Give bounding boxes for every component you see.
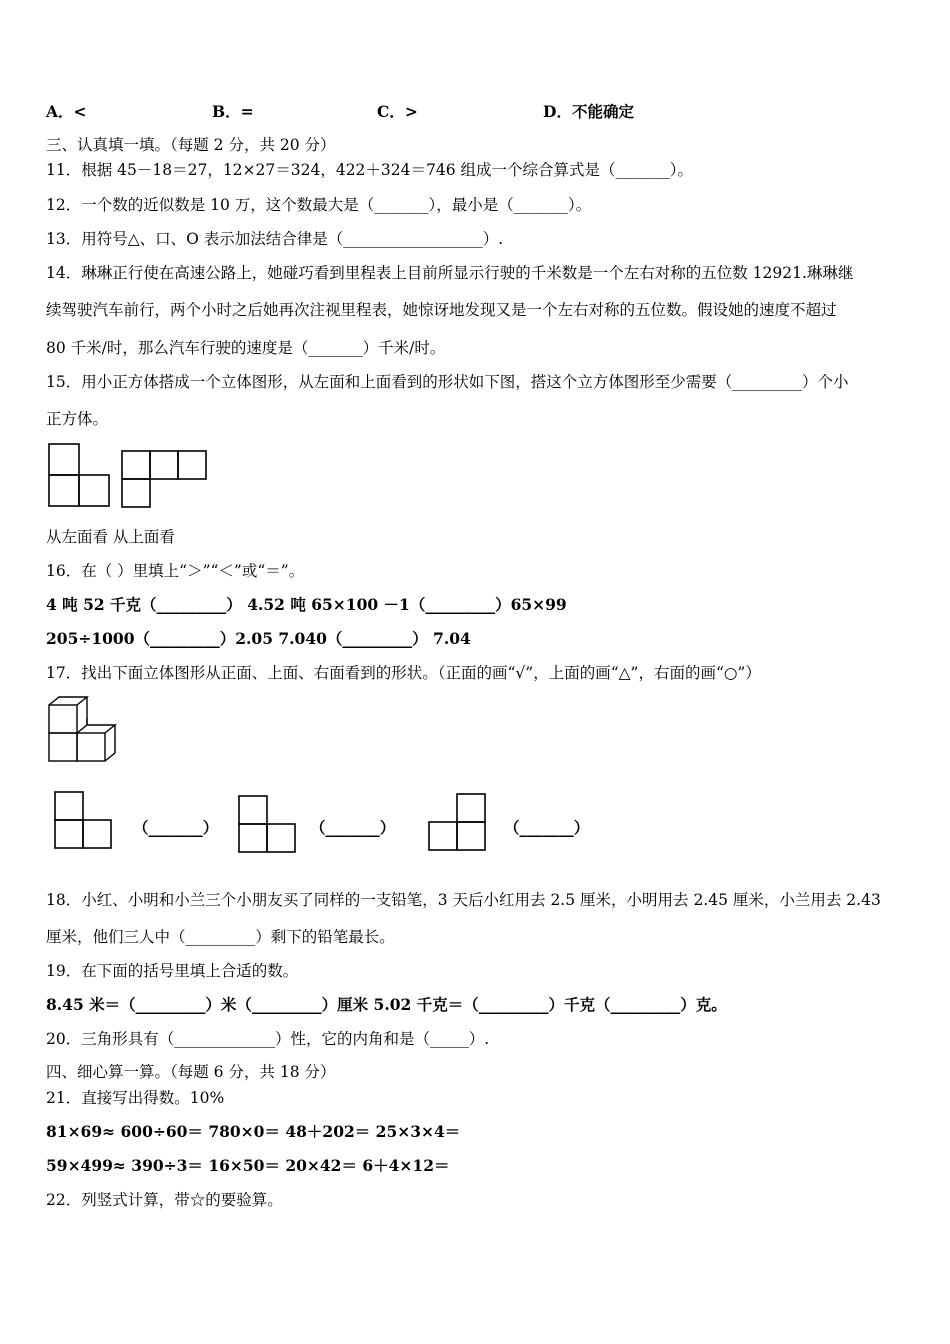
question-18-line-2: 厘米，他们三人中（_________）剩下的铅笔最长。 bbox=[46, 928, 395, 946]
question-16-row-1: 4 吨 52 千克（_________） 4.52 吨 65×100 －1（_________）65×99 bbox=[46, 595, 567, 614]
question-15-line-2: 正方体。 bbox=[46, 410, 109, 428]
answer-blank-3: （_______） bbox=[504, 818, 590, 837]
question-16: 16．在（ ）里填上“＞”“＜”或“＝”。 bbox=[46, 562, 305, 580]
option-b: B．= bbox=[212, 102, 254, 121]
question-19: 19．在下面的括号里填上合适的数。 bbox=[46, 962, 299, 980]
question-21: 21．直接写出得数。10% bbox=[46, 1089, 225, 1107]
view-option-2 bbox=[236, 794, 298, 854]
view-option-3 bbox=[426, 792, 488, 852]
option-d: D．不能确定 bbox=[543, 102, 634, 121]
question-12: 12．一个数的近似数是 10 万，这个数最大是（_______），最小是（_______）。 bbox=[46, 196, 592, 214]
question-20: 20．三角形具有（_____________）性，它的内角和是（_____）. bbox=[46, 1030, 490, 1048]
question-14-line-1: 14．琳琳正行使在高速公路上，她碰巧看到里程表上目前所显示行驶的千米数是一个左右对称的五位数 12921.琳琳继 bbox=[46, 264, 854, 282]
left-view-figure bbox=[47, 442, 112, 508]
question-21-row-1: 81×69≈ 600÷60＝ 780×0＝ 48＋202＝ 25×3×4＝ bbox=[46, 1122, 461, 1141]
question-19-row: 8.45 米＝（_________）米（_________）厘米 5.02 千克＝（_________）千克（_________）克。 bbox=[46, 995, 727, 1014]
question-13: 13．用符号△、口、O 表示加法结合律是（__________________）. bbox=[46, 230, 504, 248]
section-4-title: 四、细心算一算。（每题 6 分，共 18 分） bbox=[46, 1063, 336, 1081]
option-a: A．< bbox=[46, 102, 87, 121]
top-view-figure bbox=[120, 449, 208, 509]
view-option-1 bbox=[52, 790, 114, 850]
question-22: 22．列竖式计算，带☆的要验算。 bbox=[46, 1191, 283, 1209]
option-c: C．> bbox=[377, 102, 418, 121]
question-18-line-1: 18．小红、小明和小兰三个小朋友买了同样的一支铅笔，3 天后小红用去 2.5 厘米，小明用去 2.45 厘米，小兰用去 2.43 bbox=[46, 891, 881, 909]
question-14-line-3: 80 千米/时，那么汽车行驶的速度是（_______）千米/时。 bbox=[46, 339, 446, 357]
question-14-line-2: 续驾驶汽车前行，两个小时之后她再次注视里程表，她惊讶地发现又是一个左右对称的五位数。假设她的速度不超过 bbox=[46, 301, 837, 319]
answer-blank-2: （_______） bbox=[310, 818, 396, 837]
question-21-row-2: 59×499≈ 390÷3＝ 16×50＝ 20×42＝ 6＋4×12＝ bbox=[46, 1156, 450, 1175]
answer-blank-1: （_______） bbox=[133, 818, 219, 837]
view-labels: 从左面看 从上面看 bbox=[46, 528, 175, 546]
question-11: 11．根据 45－18＝27，12×27＝324，422＋324＝746 组成一个综合算式是（_______）。 bbox=[46, 161, 694, 179]
section-3-title: 三、认真填一填。（每题 2 分，共 20 分） bbox=[46, 136, 336, 154]
question-16-row-2: 205÷1000（_________）2.05 7.040（_________） 7.04 bbox=[46, 629, 471, 648]
question-15-line-1: 15．用小正方体搭成一个立体图形，从左面和上面看到的形状如下图，搭这个立方体图形至少需要（_________）个小 bbox=[46, 373, 849, 391]
cube-stack-figure bbox=[46, 694, 122, 764]
question-17: 17．找出下面立体图形从正面、上面、右面看到的形状。（正面的画“√”，上面的画“△”，右面的画“○”） bbox=[46, 664, 761, 682]
